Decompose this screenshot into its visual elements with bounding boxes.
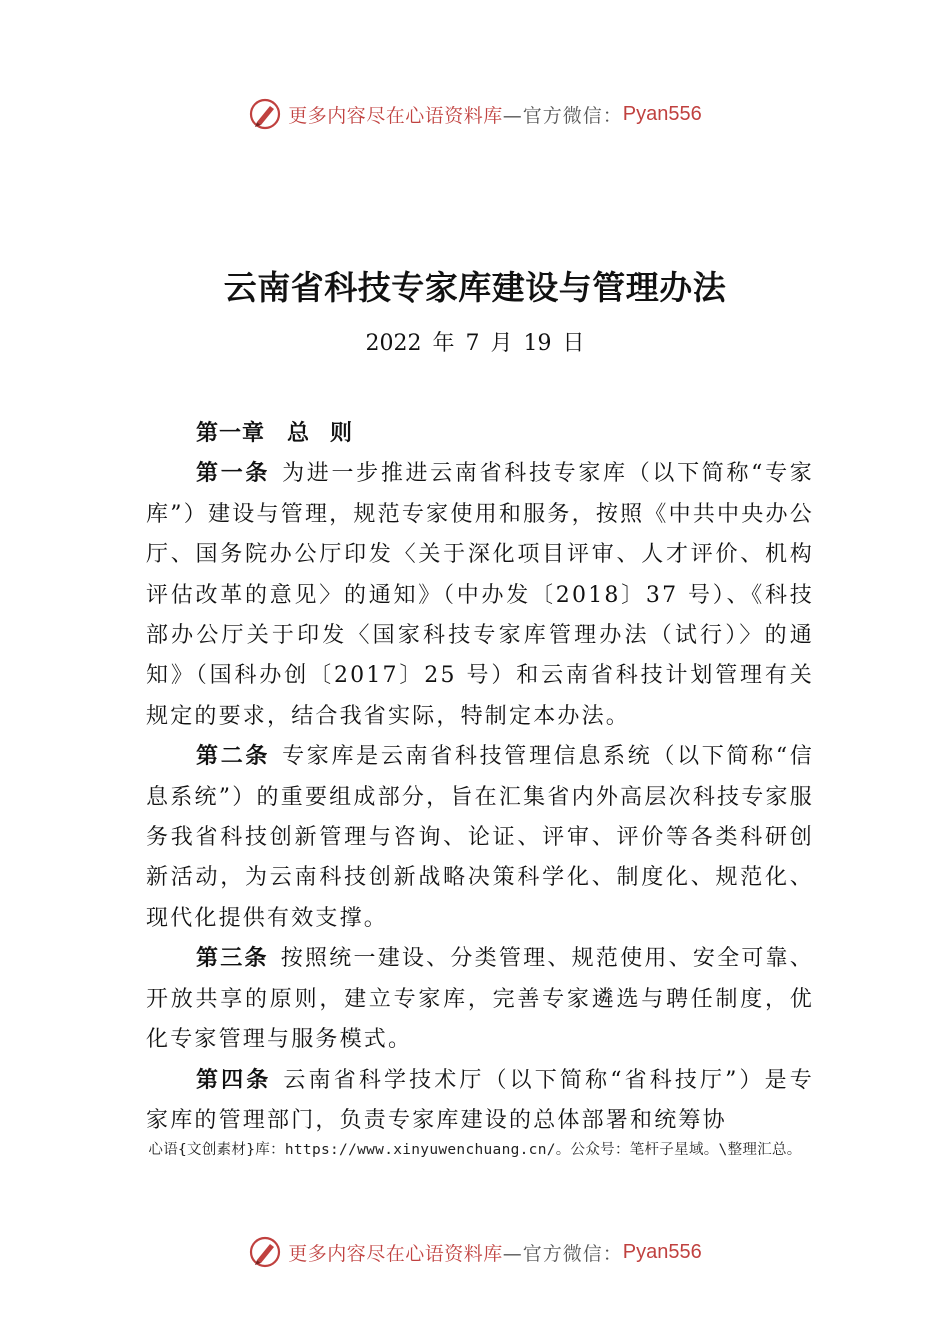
document-date: 2022 年 7 月 19 日: [365, 331, 585, 356]
pen-logo-icon: [248, 1235, 282, 1269]
document-title: 云南省科技专家库建设与管理办法: [223, 268, 727, 307]
pen-logo-icon: [248, 97, 282, 131]
chapter-title-2: 则: [330, 421, 354, 446]
article-text: 为进一步推进云南省科技专家库（以下简称“专家库”）建设与管理，规范专家使用和服务，按照《中共中央办公厅、国务院办公厅印发〈关于深化项目评审、人才评价、机构评估改革的意见〉的通知》（中办发〔2018〕37 号）、《科技部办公厅关于印发〈国家科技专家库管理办法（试行）〉的通知》（国科办创〔2017〕25 号）和云南省科技计划管理有关规定的要求，结合我省实际，特制定本办法。: [146, 461, 814, 729]
banner-wechat-id: Pyan556: [622, 1240, 702, 1263]
header-banner: [0, 94, 950, 134]
document-body: [146, 414, 814, 1141]
footer-source-note: 心语{文创素材}库：https://www.xinyuwenchuang.cn/。公众号：笔杆子星域。\整理汇总。: [148, 1142, 802, 1158]
article-2: [146, 737, 814, 939]
article-text: 云南省科学技术厅（以下简称“省科技厅”）是专家库的管理部门，负责专家库建设的总体部署和统筹协: [146, 1067, 814, 1133]
banner-title: 更多内容尽在心语资料库: [288, 1242, 503, 1265]
footer-banner: [0, 1232, 950, 1272]
article-label: 第一条: [196, 461, 271, 487]
article-label: 第四条: [196, 1067, 272, 1093]
article-text: 专家库是云南省科技管理信息系统（以下简称“信息系统”）的重要组成部分，旨在汇集省内外高层次科技专家服务我省科技创新管理与咨询、论证、评审、评价等各类科研创新活动，为云南科技创新战略决策科学化、制度化、规范化、现代化提供有效支撑。: [146, 744, 814, 931]
article-3: [146, 939, 814, 1060]
banner-separator: —官方微信：: [502, 104, 623, 127]
banner-separator: —官方微信：: [502, 1242, 623, 1265]
banner-title: 更多内容尽在心语资料库: [288, 104, 503, 127]
article-4: [146, 1061, 814, 1142]
banner-wechat-id: Pyan556: [622, 102, 702, 125]
chapter-title-1: 总: [287, 421, 311, 446]
chapter-heading: [146, 414, 814, 454]
chapter-number: 第一章: [196, 421, 266, 446]
article-label: 第二条: [196, 744, 271, 770]
article-1: [146, 454, 814, 737]
article-text: 按照统一建设、分类管理、规范使用、安全可靠、开放共享的原则，建立专家库，完善专家遴选与聘任制度，优化专家管理与服务模式。: [146, 946, 814, 1053]
article-label: 第三条: [196, 946, 269, 972]
